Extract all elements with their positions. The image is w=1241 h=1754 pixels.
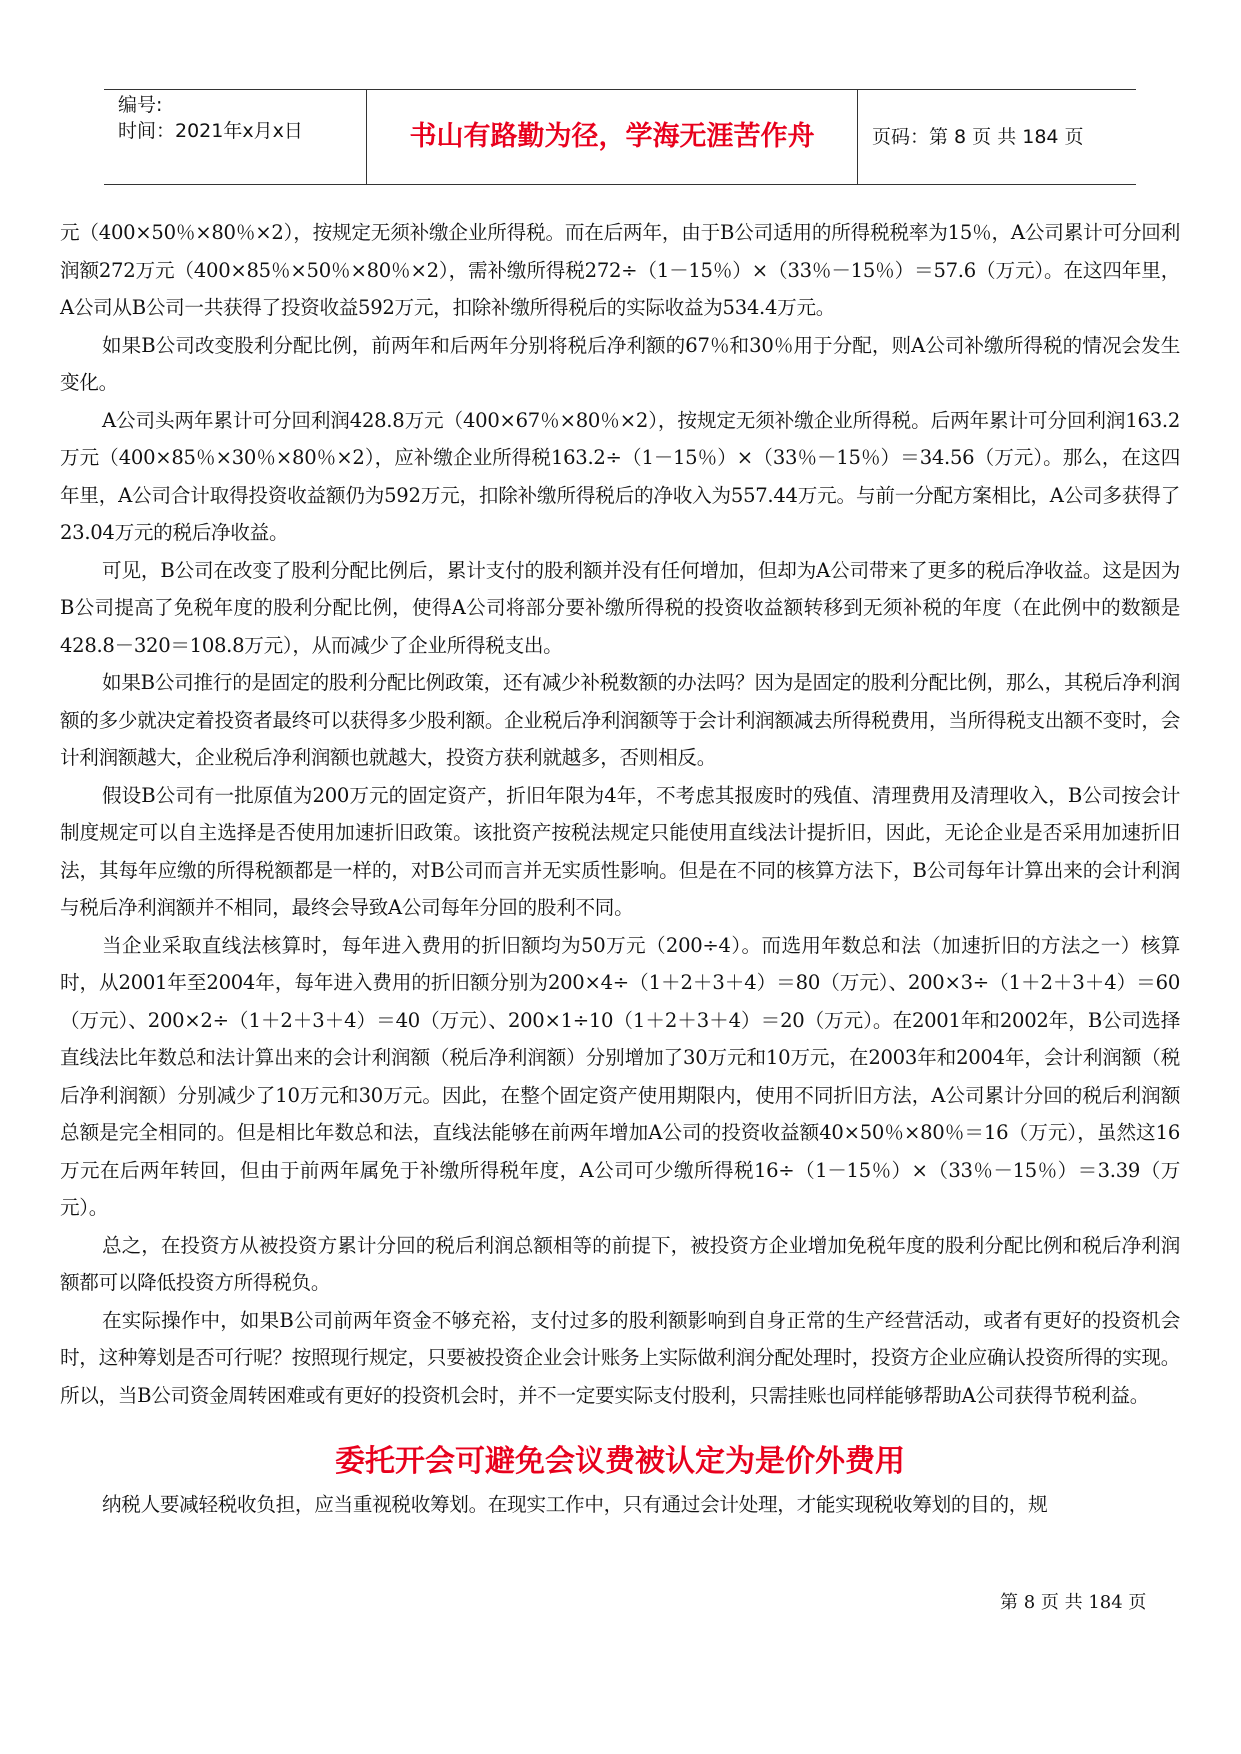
- paragraph-last: 纳税人要减轻税收负担，应当重视税收筹划。在现实工作中，只有通过会计处理，才能实现税收筹划的目的，规: [102, 1493, 1048, 1516]
- paragraph: 假设B公司有一批原值为200万元的固定资产，折旧年限为4年，不考虑其报废时的残值、清理费用及清理收入，B公司按会计制度规定可以自主选择是否使用加速折旧政策。该批资产按税法规定只能使用直线法计提折旧，因此，无论企业是否采用加速折旧法，其每年应缴的所得税额都是一样的，对B公司而言并无实质性影响。但是在不同的核算方法下，B公司每年计算出来的会计利润与税后净利润额并不相同，最终会导致A公司每年分回的股利不同。: [60, 783, 1180, 919]
- header-motto-cell: [366, 90, 858, 184]
- header-page-cell: [858, 90, 1136, 184]
- page-header: [104, 89, 1136, 185]
- paragraph-continued: 元（400×50％×80％×2），按规定无须补缴企业所得税。而在后两年，由于B公司适用的所得税税率为15％，A公司累计可分回利润额272万元（400×85％×50％×80％×2），需补缴所得税272÷（1－15％）×（33％－15％）＝57.6（万元）。在这四年里，A公司从B公司一共获得了投资收益592万元，扣除补缴所得税后的实际收益为534.4万元。: [60, 221, 1180, 319]
- page-footer: 第 8 页 共 184 页: [1000, 1592, 1147, 1613]
- document-number-label: 编号:: [118, 94, 163, 116]
- paragraph: 总之，在投资方从被投资方累计分回的税后利润总额相等的前提下，被投资方企业增加免税年度的股利分配比例和税后净利润额都可以降低投资方所得税负。: [60, 1233, 1180, 1294]
- document-time-label: 时间：2021年x月x日: [118, 120, 303, 142]
- header-meta-cell: [104, 90, 366, 184]
- document-body: [60, 214, 1180, 1524]
- paragraph: 在实际操作中，如果B公司前两年资金不够充裕，支付过多的股利额影响到自身正常的生产经营活动，或者有更好的投资机会时，这种筹划是否可行呢？按照现行规定，只要被投资企业会计账务上实际做利润分配处理时，投资方企业应确认投资所得的实现。所以，当B公司资金周转困难或有更好的投资机会时，并不一定要实际支付股利，只需挂账也同样能够帮助A公司获得节税利益。: [60, 1308, 1180, 1407]
- header-page-number: 页码：第 8 页 共 184 页: [872, 126, 1084, 148]
- paragraph: 如果B公司改变股利分配比例，前两年和后两年分别将税后净利额的67％和30％用于分配，则A公司补缴所得税的情况会发生变化。: [60, 333, 1180, 394]
- paragraph: A公司头两年累计可分回利润428.8万元（400×67％×80％×2），按规定无须补缴企业所得税。后两年累计可分回利润163.2万元（400×85％×30％×80％×2），应补缴企业所得税163.2÷（1－15％）×（33％－15％）＝34.56（万元）。那么，在这四年里，A公司合计取得投资收益额仍为592万元，扣除补缴所得税后的净收入为557.44万元。与前一分配方案相比，A公司多获得了23.04万元的税后净收益。: [60, 408, 1180, 544]
- section-title: 委托开会可避免会议费被认定为是价外费用: [335, 1444, 905, 1479]
- paragraph: 可见，B公司在改变了股利分配比例后，累计支付的股利额并没有任何增加，但却为A公司带来了更多的税后净收益。这是因为B公司提高了免税年度的股利分配比例，使得A公司将部分要补缴所得税的投资收益额转移到无须补税的年度（在此例中的数额是428.8－320＝108.8万元），从而减少了企业所得税支出。: [60, 558, 1180, 657]
- header-motto: 书山有路勤为径，学海无涯苦作舟: [409, 121, 815, 152]
- paragraph: 如果B公司推行的是固定的股利分配比例政策，还有减少补税数额的办法吗？因为是固定的股利分配比例，那么，其税后净利润额的多少就决定着投资者最终可以获得多少股利额。企业税后净利润额等于会计利润额减去所得税费用，当所得税支出额不变时，会计利润额越大，企业税后净利润额也就越大，投资方获利就越多，否则相反。: [60, 671, 1180, 769]
- paragraph: 当企业采取直线法核算时，每年进入费用的折旧额均为50万元（200÷4）。而选用年数总和法（加速折旧的方法之一）核算时，从2001年至2004年，每年进入费用的折旧额分别为200×4÷（1＋2＋3＋4）＝80（万元）、200×3÷（1＋2＋3＋4）＝60（万元）、200×2÷（1＋2＋3＋4）＝40（万元）、200×1÷10（1＋2＋3＋4）＝20（万元）。在2001年和2002年，B公司选择直线法比年数总和法计算出来的会计利润额（税后净利润额）分别增加了30万元和10万元，在2003年和2004年，会计利润额（税后净利润额）分别减少了10万元和30万元。因此，在整个固定资产使用期限内，使用不同折旧方法，A公司累计分回的税后利润额总额是完全相同的。但是相比年数总和法，直线法能够在前两年增加A公司的投资收益额40×50％×80％＝16（万元），虽然这16万元在后两年转回，但由于前两年属免于补缴所得税年度，A公司可少缴所得税16÷（1－15％）×（33％－15％）＝3.39（万元）。: [60, 933, 1180, 1219]
